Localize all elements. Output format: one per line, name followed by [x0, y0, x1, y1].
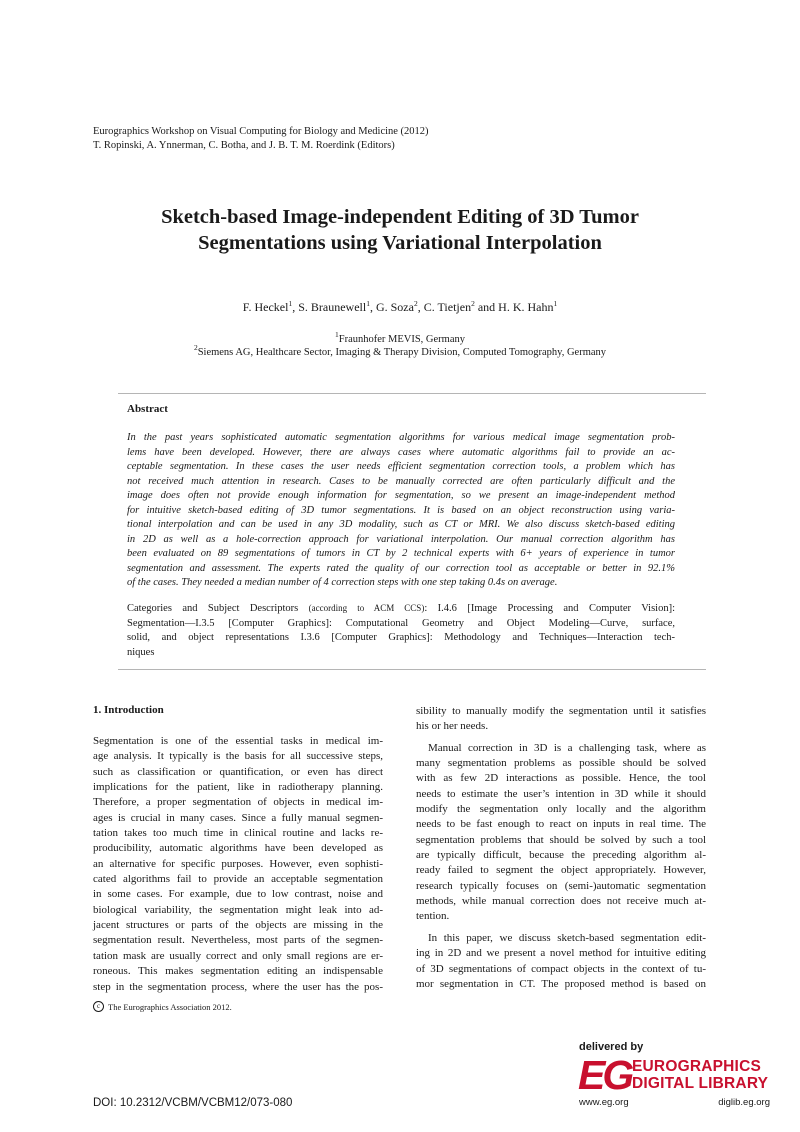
logo-word-digital-library: DIGITAL LIBRARY	[632, 1075, 769, 1092]
intro-right-column	[416, 704, 706, 992]
author-name: F. Heckel	[242, 300, 289, 314]
abstract-bottom-rule	[118, 669, 706, 670]
copyright-symbol: c	[93, 1001, 104, 1012]
affiliation-1	[100, 330, 700, 345]
doi-label: DOI: 10.2312/VCBM/VCBM12/073-080	[93, 1097, 293, 1109]
intro-line: mor segmentation in CT. The proposed method is based on	[416, 977, 706, 990]
abstract-line: for intuitive sketch-based editing of 3D tumor segmentations. It is based on an object reconstruction using varia-	[127, 504, 675, 516]
title-line-1: Sketch-based Image-independent Editing of 3D Tumor	[161, 206, 639, 228]
categories-line-4: niques	[127, 646, 155, 658]
intro-line: ages is crucial in many cases. Since a fully manual segmen-	[93, 811, 383, 824]
author-list	[100, 300, 700, 315]
affiliation-1-number: 1	[334, 330, 339, 339]
intro-line: are typically difficult, because the preceding algorithm al-	[416, 849, 706, 862]
author-separator: ,	[292, 300, 299, 314]
author-affiliation-mark: 1	[288, 299, 293, 308]
intro-line: ing in 2D and we present a novel method for intuitive editing	[416, 947, 706, 960]
author-name: C. Tietjen	[423, 300, 472, 314]
author-affiliation-mark: 1	[366, 299, 370, 308]
intro-line: age analysis. It typically is the basis for all successive steps,	[93, 750, 383, 763]
logo-word-eurographics: EUROGRAPHICS	[632, 1058, 761, 1075]
title-line-2: Segmentations using Variational Interpolation	[198, 232, 602, 254]
author-separator: ,	[369, 300, 376, 314]
eurographics-digital-library-logo[interactable]	[570, 1040, 774, 1110]
intro-line: producibility, automatic algorithms have been developed as	[93, 842, 383, 855]
abstract-line: segmentation and assessment. The experts rated the quality of our correction tool as acceptable or better in 92.1%	[127, 562, 675, 574]
abstract-line: tional interpolation and can be used in any 3D modality, such as CT or MRI. We also discuss sketch-based editing	[127, 519, 675, 531]
abstract-line: In the past years sophisticated automatic segmentation algorithms for various medical image segmentation prob-	[127, 432, 675, 443]
categories-line-3: solid, and object representations I.3.6 [Computer Graphics]: Methodology and Techniques—Interaction tech-	[127, 632, 675, 644]
intro-left-column	[93, 734, 383, 995]
categories-prefix: Categories and Subject Descriptors	[127, 603, 299, 614]
intro-line: Therefore, a proper segmentation of objects in medical im-	[93, 796, 383, 809]
abstract-top-rule	[118, 393, 706, 394]
abstract-line: image does often not provide enough information for segmentation, so we present an image-independent method	[127, 490, 675, 502]
intro-line: segmentation result. Nevertheless, most parts of the segmen-	[93, 934, 383, 947]
categories-line-1	[127, 601, 675, 617]
copyright-notice	[93, 1001, 232, 1012]
categories-descriptors	[127, 601, 675, 660]
abstract-line: not received much attention in research. Cases to be manually corrected are often particularly difficult and the	[127, 475, 675, 487]
intro-paragraph-1-cont	[416, 704, 706, 735]
copyright-text: The Eurographics Association 2012.	[108, 1001, 232, 1012]
intro-line: cated algorithms fail to provide an acceptable segmentation	[93, 873, 383, 886]
section-heading-introduction: 1. Introduction	[93, 704, 164, 716]
header-venue: Eurographics Workshop on Visual Computing for Biology and Medicine (2012)	[93, 126, 429, 137]
intro-line: in some cases. For example, due to low contrast, noise and	[93, 888, 383, 901]
logo-url-eg[interactable]: www.eg.org	[579, 1097, 629, 1108]
intro-line: of 3D segmentations of compact objects in the context of tu-	[416, 962, 706, 975]
author-name: H. K. Hahn	[498, 300, 554, 314]
intro-paragraph-3	[416, 931, 706, 992]
intro-line: Manual correction in 3D is a challenging task, where as	[428, 741, 706, 754]
abstract-heading: Abstract	[127, 403, 168, 415]
intro-line: such as classification or quantification, or even has direct	[93, 765, 383, 778]
abstract-line: been evaluated on 89 segmentations of tumors in CT by 2 technical experts with 6+ years of experience in tumor	[127, 548, 675, 560]
author-name: S. Braunewell	[298, 300, 367, 314]
logo-delivered-by: delivered by	[579, 1041, 644, 1053]
intro-line: with as few 2D interactions as possible. Hence, the tool	[416, 772, 706, 785]
intro-line: many segmentation problems as possible should be solved	[416, 757, 706, 770]
abstract-line: ceptable segmentation. In these cases the user needs efficient segmentation correction tools, a problem which has	[127, 461, 675, 473]
author-affiliation-mark: 2	[471, 299, 475, 308]
affiliation-2-text: Siemens AG, Healthcare Sector, Imaging & Therapy Division, Computed Tomography, Germany	[197, 347, 607, 358]
intro-line: biological variability, the segmentation might leak into ad-	[93, 903, 383, 916]
author-name: G. Soza	[375, 300, 414, 314]
affiliation-1-text: Fraunhofer MEVIS, Germany	[338, 334, 465, 345]
intro-line: tation takes too much time in clinical routine and lacks re-	[93, 827, 383, 840]
header-editors: T. Ropinski, A. Ynnerman, C. Botha, and J. B. T. M. Roerdink (Editors)	[93, 140, 395, 151]
abstract-body	[127, 431, 675, 591]
intro-line: segmentation problems that should be solved by such a tool	[416, 833, 706, 846]
intro-line: an alternative for specific purposes. However, even sophisti-	[93, 857, 383, 870]
author-separator: ,	[417, 300, 424, 314]
intro-line: methods, while manual correction does not receive much at-	[416, 895, 706, 908]
intro-line: research typically focuses on (semi-)automatic segmentation	[416, 879, 706, 892]
categories-line-2: Segmentation—I.3.5 [Computer Graphics]: Computational Geometry and Object Modeling—Curve, surface,	[127, 617, 675, 629]
intro-line: In this paper, we discuss sketch-based segmentation edit-	[428, 931, 706, 944]
intro-line: tention.	[416, 910, 450, 923]
eg-emblem-icon: EG	[578, 1052, 632, 1098]
categories-line-1-text: : I.4.6 [Image Processing and Computer Vision]:	[424, 603, 675, 614]
intro-line: tation mask are usually correct and only small regions are er-	[93, 949, 383, 962]
intro-line: needs to be fast enough to react on inputs in real time. The	[416, 818, 706, 831]
categories-note: (according to ACM CCS)	[308, 603, 425, 613]
intro-line: ready failed to segment the object appropriately. However,	[416, 864, 706, 877]
intro-line: implications for the patient, like in radiotherapy planning.	[93, 781, 383, 794]
intro-line: needs to estimate the user’s intention in 3D while it should	[416, 787, 706, 800]
abstract-line: in 2D as well as a hole-correction approach for variational interpolation. Our manual correction algorithm has	[127, 533, 675, 545]
author-affiliation-mark: 2	[413, 299, 418, 308]
logo-url-diglib[interactable]: diglib.eg.org	[718, 1097, 770, 1108]
affiliation-2-number: 2	[193, 343, 198, 352]
intro-line: step in the segmentation process, where the user has the pos-	[93, 980, 383, 993]
paper-title	[100, 204, 700, 256]
abstract-line: lems have been developed. However, there are always cases where automatic algorithms fail to provide an ac-	[127, 446, 675, 458]
author-affiliation-mark: 1	[553, 299, 558, 308]
abstract-line: of the cases. They needed a median number of 4 correction steps with one step taking 0.4s on average.	[127, 577, 558, 589]
intro-line: Segmentation is one of the essential tasks in medical im-	[93, 735, 383, 747]
intro-line: jacent structures or parts of the objects are missing in the	[93, 919, 383, 932]
intro-line: roneous. This makes segmentation editing an indispensable	[93, 965, 383, 978]
intro-line: modify the segmentation only locally and the algorithm	[416, 803, 706, 816]
affiliation-2	[100, 343, 700, 358]
intro-line: his or her needs.	[416, 720, 489, 733]
author-separator: and	[474, 300, 499, 314]
intro-line: sibility to manually modify the segmentation until it satisfies	[416, 705, 706, 717]
intro-paragraph-2	[416, 741, 706, 925]
